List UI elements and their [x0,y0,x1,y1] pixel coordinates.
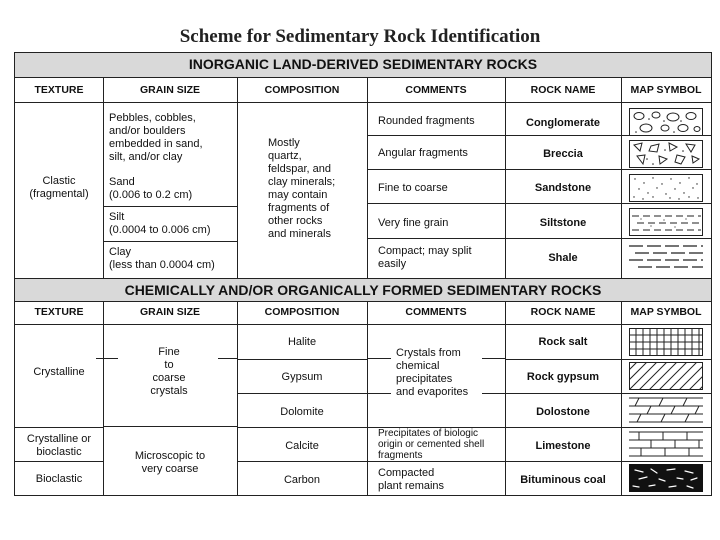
row-divider [103,241,237,242]
composition-carbon: Carbon [283,474,321,486]
grain-clay: Clay (less than 0.0004 cm) [109,246,215,271]
composition-dolomite: Dolomite [280,406,324,418]
row-divider [103,206,237,207]
col-map-symbol-header: MAP SYMBOL [630,84,702,96]
grain-silt: Silt (0.0004 to 0.006 cm) [109,211,211,236]
rock-salt-symbol [629,328,703,356]
connector-line [218,358,237,359]
comment-shale: Compact; may split easily [378,245,472,270]
row-divider [237,427,367,428]
siltstone-symbol [629,208,703,236]
coal-symbol [629,464,703,492]
col-divider [621,78,622,278]
row-divider [367,203,711,204]
composition-clastic: Mostly quartz, feldspar, and clay minerals; may contain fragments of other rocks and minerals [268,137,336,240]
grain-microscopic: Microscopic to very coarse [134,450,206,475]
texture-bioclastic: Bioclastic [35,473,83,485]
row-divider [15,427,103,428]
chemical-heading: CHEMICALLY AND/OR ORGANICALLY FORMED SEDIMENTARY ROCKS [15,278,711,302]
row-divider [367,427,505,428]
col-rock-name-header-2: ROCK NAME [530,306,596,318]
col-map-symbol-header-2: MAP SYMBOL [630,306,702,318]
rock-breccia: Breccia [543,148,583,160]
row-divider [367,238,711,239]
col-rock-name-header: ROCK NAME [530,84,596,96]
comment-evaporites: Crystals from chemical precipitates and evaporites [396,347,469,398]
col-divider [505,78,506,278]
connector-line [96,358,118,359]
page-title: Scheme for Sedimentary Rock Identification [179,26,541,47]
comment-conglomerate: Rounded fragments [378,115,475,127]
col-comments-header: COMMENTS [405,84,467,96]
row-divider [505,461,711,462]
rock-gypsum-symbol [629,362,703,390]
row-divider [505,359,711,360]
row-divider [367,135,711,136]
row-divider [15,324,711,325]
comment-breccia: Angular fragments [378,147,468,159]
row-divider [505,427,711,428]
rock-sandstone: Sandstone [534,182,592,194]
row-divider [367,169,711,170]
rock-dolostone: Dolostone [536,406,590,418]
col-divider [237,301,238,495]
col-divider [103,78,104,278]
row-divider [15,102,711,103]
texture-crystalline-bioclastic: Crystalline or bioclastic [26,433,92,458]
rock-rock-salt: Rock salt [538,336,588,348]
row-divider [367,461,505,462]
col-texture-header-2: TEXTURE [34,306,84,318]
row-divider [103,426,237,427]
col-comments-header-2: COMMENTS [405,306,467,318]
col-composition-header-2: COMPOSITION [264,306,340,318]
comment-sandstone: Fine to coarse [378,182,448,194]
col-divider [237,78,238,278]
col-composition-header: COMPOSITION [264,84,340,96]
conglomerate-symbol [629,108,703,136]
inorganic-heading: INORGANIC LAND-DERIVED SEDIMENTARY ROCKS [15,53,711,78]
limestone-symbol [629,430,703,458]
rock-rock-gypsum: Rock gypsum [526,371,600,383]
rock-shale: Shale [548,252,578,264]
row-divider [237,359,367,360]
col-grain-size-header: GRAIN SIZE [139,84,201,96]
connector-line [367,393,391,394]
texture-crystalline: Crystalline [33,366,85,378]
col-divider [621,301,622,495]
col-texture-header: TEXTURE [34,84,84,96]
row-divider [15,461,103,462]
comment-limestone: Precipitates of biologic origin or cemented shell fragments [378,428,485,461]
col-divider [367,78,368,278]
shale-symbol [629,242,703,270]
rock-limestone: Limestone [535,440,591,452]
comment-siltstone: Very fine grain [378,217,449,229]
sandstone-symbol [629,174,703,202]
connector-line [482,393,505,394]
rock-siltstone: Siltstone [539,217,587,229]
dolostone-symbol [629,396,703,424]
row-divider [505,393,711,394]
breccia-symbol [629,140,703,168]
comment-coal: Compacted plant remains [378,467,445,492]
composition-calcite: Calcite [285,440,319,452]
connector-line [482,358,505,359]
rock-bituminous-coal: Bituminous coal [520,474,606,486]
col-divider [367,301,368,495]
connector-line [367,358,391,359]
col-grain-size-header-2: GRAIN SIZE [139,306,201,318]
col-divider [505,301,506,495]
identification-table [14,52,712,496]
row-divider [237,393,367,394]
rock-conglomerate: Conglomerate [526,117,600,129]
composition-gypsum: Gypsum [281,371,323,383]
grain-fine-coarse: Fine to coarse crystals [150,346,188,397]
texture-clastic: Clastic (fragmental) [29,175,89,200]
grain-sand: Sand (0.006 to 0.2 cm) [109,176,193,201]
col-divider [103,301,104,495]
grain-pebbles: Pebbles, cobbles, and/or boulders embedded in sand, silt, and/or clay [109,112,203,163]
composition-halite: Halite [287,336,317,348]
row-divider [237,461,367,462]
